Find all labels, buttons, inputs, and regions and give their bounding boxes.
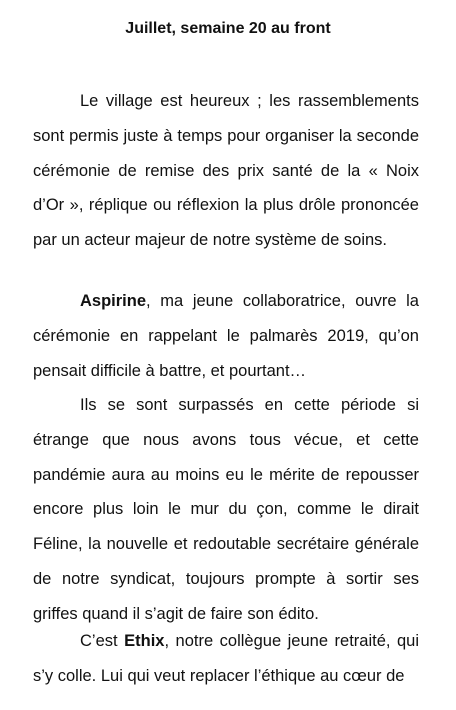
chapter-title: Juillet, semaine 20 au front <box>125 20 331 37</box>
paragraph-1 <box>33 84 419 258</box>
paragraph-3 <box>33 388 419 632</box>
paragraph-4-text: , notre collègue jeune retraité, qui s’y colle. Lui qui veut replacer l’éthique au cœur de <box>33 632 419 685</box>
paragraph-4-lead: C’est <box>80 632 125 650</box>
paragraph-4 <box>33 624 419 694</box>
paragraph-3-text: Ils se sont surpassés en cette période si étrange que nous avons tous vécue, et cette pandémie aura au moins eu le mérite de repousser encore plus loin le mur du çon, comme le dirait Féline, la nouvelle et redoutable secrétaire générale de notre syndicat, toujours prompte à sortir ses griffes quand il s’agit de faire son édito. <box>33 396 419 623</box>
character-name-ethix: Ethix <box>124 632 165 650</box>
paragraph-2-text: , ma jeune collaboratrice, ouvre la cérémonie en rappelant le palmarès 2019, qu’on pensait difficile à battre, et pourtant… <box>33 292 419 380</box>
character-name-aspirine: Aspirine <box>80 292 147 310</box>
paragraph-2 <box>33 284 419 388</box>
paragraph-1-text: Le village est heureux ; les rassemblements sont permis juste à temps pour organiser la seconde cérémonie de remise des prix santé de la « Noix d’Or », réplique ou réflexion la plus drôle prononcée par un acteur majeur de notre système de soins. <box>33 92 419 250</box>
